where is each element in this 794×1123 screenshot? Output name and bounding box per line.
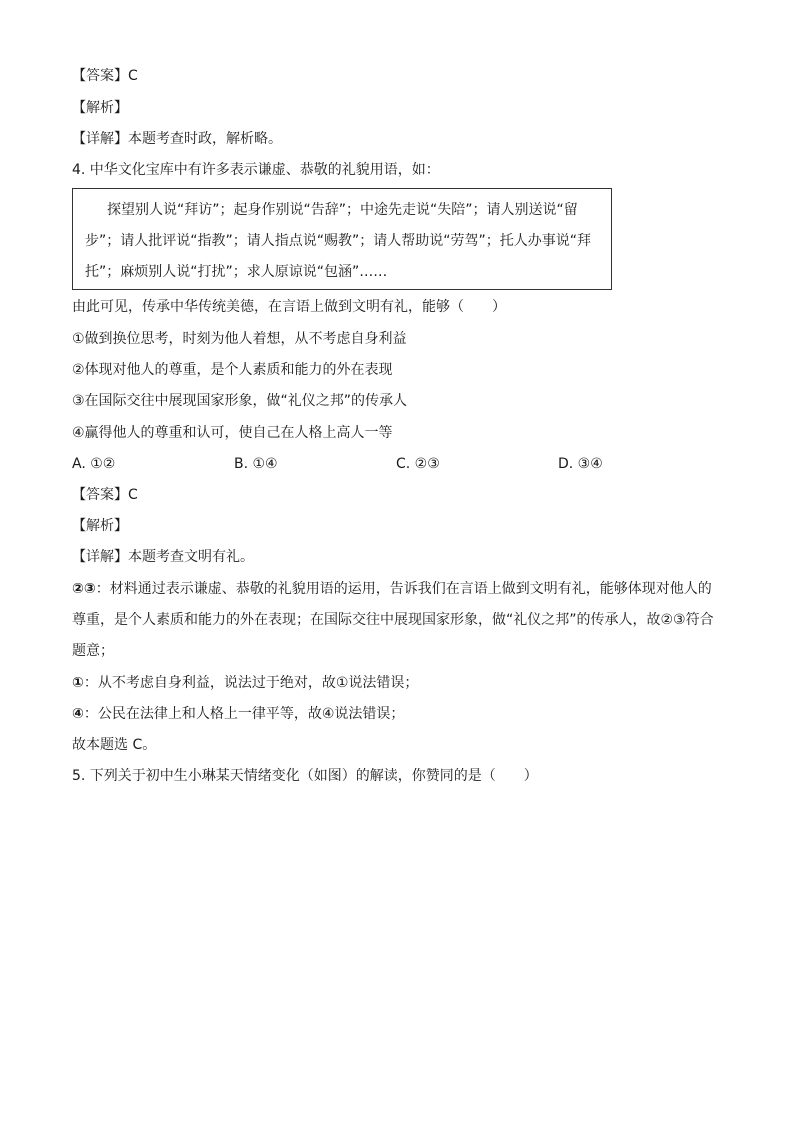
- material-line: 托”；麻烦别人说“打扰”；求人原谅说“包涵”……: [85, 264, 388, 280]
- q4-answer: 【答案】C: [72, 487, 138, 503]
- q4-stem: 4. 中华文化宝库中有许多表示谦虚、恭敬的礼貌用语，如：: [72, 162, 440, 178]
- explanation-text: ：材料通过表示谦虚、恭敬的礼貌用语的运用，告诉我们在言语上做到文明有礼，能够体现对他人的: [95, 581, 712, 597]
- q4-statement-2: ②体现对他人的尊重，是个人素质和能力的外在表现: [72, 362, 393, 378]
- q3-answer: 【答案】C: [72, 68, 138, 84]
- q4-question: 由此可见，传承中华传统美德，在言语上做到文明有礼，能够（ ）: [72, 299, 506, 315]
- material-line: 步”；请人批评说“指教”；请人指点说“赐教”；请人帮助说“劳驾”；托人办事说“拜: [85, 233, 592, 249]
- q5-stem: 5. 下列关于初中生小琳某天情绪变化（如图）的解读，你赞同的是（ ）: [72, 768, 538, 784]
- explanation-line: 题意；: [72, 643, 114, 659]
- q4-option-a: A. ①②: [72, 456, 116, 472]
- q3-analysis-label: 【解析】: [72, 100, 128, 116]
- explanation-conclusion: 故本题选 C。: [72, 737, 157, 753]
- q4-option-d: D. ③④: [558, 456, 603, 472]
- q4-material-box: [72, 188, 612, 290]
- explanation-text: ：从不考虑自身利益，说法过于绝对，故①说法错误；: [83, 675, 419, 691]
- q4-option-c: C. ②③: [396, 456, 440, 472]
- explanation-line: [72, 579, 712, 599]
- material-line: 探望别人说“拜访”；起身作别说“告辞”；中途先走说“失陪”；请人别送说“留: [107, 202, 578, 218]
- explanation-point-1: [72, 673, 418, 693]
- explanation-lead: ①: [72, 675, 84, 691]
- explanation-line: 尊重，是个人素质和能力的外在表现；在国际交往中展现国家形象，做“礼仪之邦”的传承人，故②③符合: [72, 612, 714, 628]
- explanation-lead: ②③: [72, 581, 96, 597]
- explanation-text: ：公民在法律上和人格上一律平等，故④说法错误；: [83, 706, 405, 722]
- q4-detail: 【详解】本题考查文明有礼。: [72, 549, 254, 565]
- q4-analysis-label: 【解析】: [72, 518, 128, 534]
- explanation-lead: ④: [72, 706, 84, 722]
- q3-detail: 【详解】本题考查时政，解析略。: [72, 131, 282, 147]
- explanation-point-4: [72, 704, 404, 724]
- q4-statement-1: ①做到换位思考，时刻为他人着想，从不考虑自身利益: [72, 331, 407, 347]
- q4-option-b: B. ①④: [234, 456, 278, 472]
- q4-statement-4: ④赢得他人的尊重和认可，使自己在人格上高人一等: [72, 425, 393, 441]
- q4-statement-3: ③在国际交往中展现国家形象，做“礼仪之邦”的传承人: [72, 393, 408, 409]
